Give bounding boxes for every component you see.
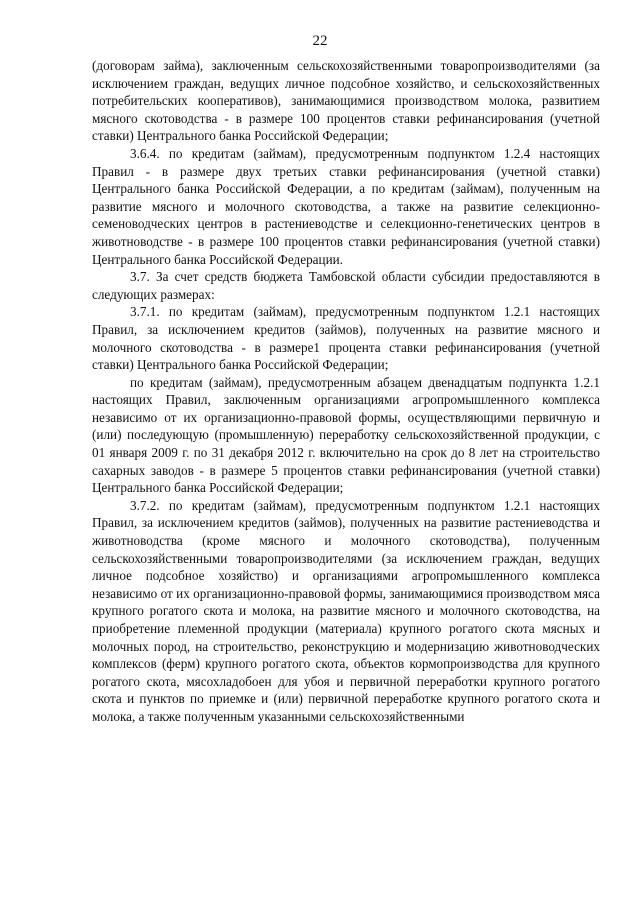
paragraph-continuation: (договорам займа), заключенным сельскохозяйственными товаропроизводителями (за исключением граждан, ведущих личное подсобное хозяйство, и сельскохозяйственных потребительских кооперативов), занимающимися производством молока, развитием мясного скотоводства - в размере 100 процентов ставки рефинансирования (учетной ставки) Центрального банка Российской Федерации;: [92, 58, 600, 144]
page-number: 22: [312, 33, 328, 49]
document-body: [92, 57, 600, 726]
paragraph-3-7-1: 3.7.1. по кредитам (займам), предусмотренным подпунктом 1.2.1 настоящих Правил, за исключением кредитов (займов), полученных на развитие мясного и молочного скотоводства - в размере1 процента ставки рефинансирования (учетной ставки) Центрального банка Российской Федерации;: [92, 304, 600, 373]
paragraph-3-6-4: 3.6.4. по кредитам (займам), предусмотренным подпунктом 1.2.4 настоящих Правил - в размере двух третьих ставки рефинансирования (учетной ставки) Центрального банка Российской Федерации, а по кредитам (займам), полученным на развитие мясного и молочного скотоводства, а также на развитие селекционно-семеноводческих центров в растениеводстве и селекционно-генетических центров в животноводстве - в размере 100 процентов ставки рефинансирования (учетной ставки) Центрального банка Российской Федерации.: [92, 145, 600, 267]
paragraph-3-7: 3.7. За счет средств бюджета Тамбовской области субсидии предоставляются в следующих размерах:: [92, 269, 600, 302]
paragraph-3-7-1-sugar-plants: по кредитам (займам), предусмотренным абзацем двенадцатым подпункта 1.2.1 настоящих Правил, заключенным организациями агропромышленного комплекса независимо от их организационно-правовой формы, осуществляющими первичную и (или) последующую (промышленную) переработку сельскохозяйственной продукции, с 01 января 2009 г. по 31 декабря 2012 г. включительно на срок до 8 лет на строительство сахарных заводов - в размере 5 процентов ставки рефинансирования (учетной ставки) Центрального банка Российской Федерации;: [92, 374, 600, 496]
paragraph-3-7-2: 3.7.2. по кредитам (займам), предусмотренным подпунктом 1.2.1 настоящих Правил, за исключением кредитов (займов), полученных на развитие растениеводства и животноводства (кроме мясного и молочного скотоводства), полученным сельскохозяйственными товаропроизводителями (за исключением граждан, ведущих личное подсобное хозяйство) и организациями агропромышленного комплекса независимо от их организационно-правовой формы, занимающимися производством мяса крупного рогатого скота и молока, на развитие мясного и молочного скотоводства, на приобретение племенной продукции (материала) крупного рогатого скота мясных и молочных пород, на строительство, реконструкцию и модернизацию животноводческих комплексов (ферм) крупного рогатого скота, объектов кормопроизводства для крупного рогатого скота, мясохладобоен для убоя и первичной переработки крупного рогатого скота и пунктов по приемке и (или) первичной переработке крупного рогатого скота и молока, а также полученным указанными сельскохозяйственными: [92, 497, 600, 724]
